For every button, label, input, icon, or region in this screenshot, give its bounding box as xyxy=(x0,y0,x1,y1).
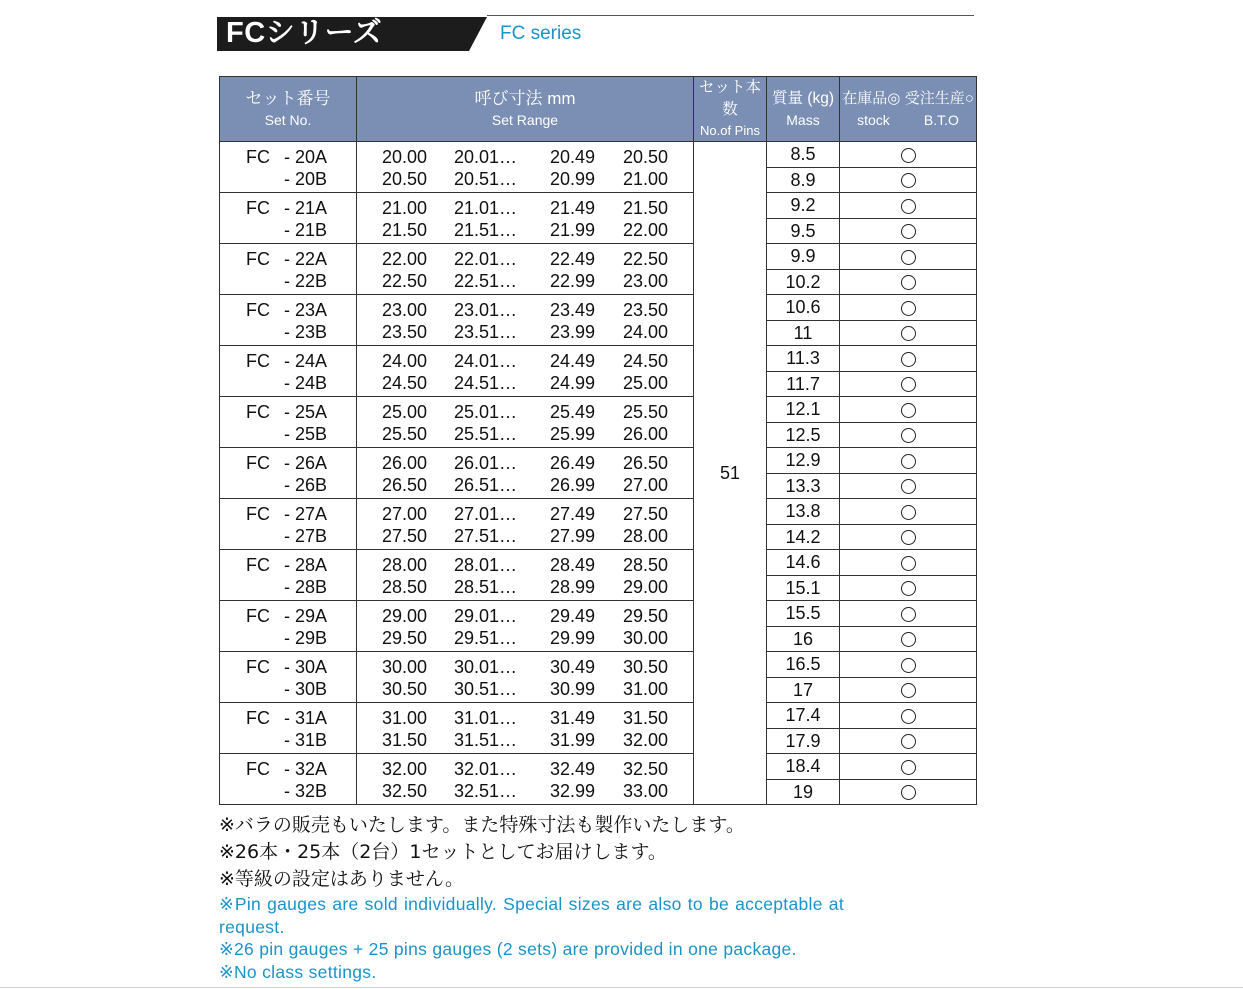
range-value: 26.00 xyxy=(623,424,669,444)
set-prefix: FC xyxy=(246,402,270,422)
set-id-b: - 20B xyxy=(284,169,328,189)
header-pins: セット本数 No.of Pins xyxy=(694,77,767,142)
range-value: 21.49 xyxy=(550,198,596,218)
set-prefix: FC xyxy=(246,453,270,473)
circle-icon xyxy=(901,658,916,673)
set-range-cell xyxy=(357,703,694,754)
set-prefix: FC xyxy=(246,555,270,575)
range-value: 26.01… xyxy=(454,453,518,473)
range-value: 33.00 xyxy=(623,781,669,801)
range-value: 25.01… xyxy=(454,402,518,422)
stock-cell xyxy=(840,652,977,678)
range-value: 23.99 xyxy=(550,322,596,342)
range-value: 25.51… xyxy=(454,424,518,444)
mass-cell: 13.3 xyxy=(767,473,840,499)
table-row xyxy=(220,703,977,729)
mass-cell: 11 xyxy=(767,320,840,346)
range-value: 21.50 xyxy=(382,220,428,240)
set-no-cell xyxy=(220,193,357,244)
range-value: 24.00 xyxy=(623,322,669,342)
mass-cell: 17.9 xyxy=(767,728,840,754)
range-value: 22.01… xyxy=(454,249,518,269)
range-value: 30.50 xyxy=(623,657,669,677)
mass-cell: 12.1 xyxy=(767,397,840,423)
set-range-cell xyxy=(357,244,694,295)
range-value: 27.01… xyxy=(454,504,518,524)
range-value: 27.00 xyxy=(623,475,669,495)
mass-cell: 14.6 xyxy=(767,550,840,576)
range-value: 29.01… xyxy=(454,606,518,626)
set-prefix: FC xyxy=(246,300,270,320)
set-range-cell xyxy=(357,652,694,703)
range-value: 22.49 xyxy=(550,249,596,269)
mass-cell: 15.5 xyxy=(767,601,840,627)
note-en-1: ※Pin gauges are sold individually. Special sizes are also to be acceptable at request. xyxy=(219,894,844,937)
range-value: 24.01… xyxy=(454,351,518,371)
set-id-b: - 31B xyxy=(284,730,328,750)
set-range-cell xyxy=(357,346,694,397)
table-row xyxy=(220,754,977,780)
stock-cell xyxy=(840,320,977,346)
range-value: 28.00 xyxy=(623,526,669,546)
set-prefix: FC xyxy=(246,147,270,167)
mass-cell: 9.5 xyxy=(767,218,840,244)
range-value: 25.49 xyxy=(550,402,596,422)
table-header-row xyxy=(220,77,977,142)
range-value: 21.99 xyxy=(550,220,596,240)
page-title: FCシリーズ xyxy=(226,17,383,49)
circle-icon xyxy=(901,709,916,724)
circle-icon xyxy=(901,326,916,341)
table-row xyxy=(220,193,977,219)
mass-cell: 13.8 xyxy=(767,499,840,525)
set-prefix: FC xyxy=(246,606,270,626)
stock-cell xyxy=(840,499,977,525)
range-value: 28.50 xyxy=(382,577,428,597)
range-value: 30.00 xyxy=(623,628,669,648)
set-id-a: - 32A xyxy=(284,759,328,779)
stock-cell xyxy=(840,142,977,168)
range-value: 24.51… xyxy=(454,373,518,393)
stock-cell xyxy=(840,728,977,754)
stock-cell xyxy=(840,269,977,295)
range-value: 26.50 xyxy=(382,475,428,495)
set-id-b: - 28B xyxy=(284,577,328,597)
range-value: 25.50 xyxy=(623,402,669,422)
table-row xyxy=(220,550,977,576)
set-id-b: - 26B xyxy=(284,475,328,495)
circle-icon xyxy=(901,250,916,265)
table-row xyxy=(220,346,977,372)
set-prefix: FC xyxy=(246,198,270,218)
range-value: 24.00 xyxy=(382,351,428,371)
set-no-cell xyxy=(220,703,357,754)
range-value: 28.49 xyxy=(550,555,596,575)
circle-icon xyxy=(901,352,916,367)
circle-icon xyxy=(901,556,916,571)
set-id-b: - 32B xyxy=(284,781,328,801)
set-id-b: - 27B xyxy=(284,526,328,546)
stock-cell xyxy=(840,550,977,576)
range-value: 22.00 xyxy=(382,249,428,269)
circle-icon xyxy=(901,224,916,239)
set-range-cell xyxy=(357,601,694,652)
set-id-b: - 24B xyxy=(284,373,328,393)
range-value: 31.51… xyxy=(454,730,518,750)
range-value: 27.99 xyxy=(550,526,596,546)
range-value: 20.50 xyxy=(623,147,669,167)
circle-icon xyxy=(901,479,916,494)
range-value: 28.00 xyxy=(382,555,428,575)
circle-icon xyxy=(901,275,916,290)
range-value: 25.99 xyxy=(550,424,596,444)
set-id-a: - 29A xyxy=(284,606,328,626)
set-no-cell xyxy=(220,142,357,193)
circle-icon xyxy=(901,505,916,520)
table-row xyxy=(220,397,977,423)
set-id-b: - 21B xyxy=(284,220,328,240)
set-id-a: - 31A xyxy=(284,708,328,728)
mass-cell: 8.9 xyxy=(767,167,840,193)
pins-cell: 51 xyxy=(694,142,767,805)
range-value: 21.00 xyxy=(623,169,669,189)
circle-icon xyxy=(901,760,916,775)
mass-cell: 17 xyxy=(767,677,840,703)
range-value: 29.00 xyxy=(623,577,669,597)
mass-cell: 9.9 xyxy=(767,244,840,270)
range-value: 29.00 xyxy=(382,606,428,626)
set-id-a: - 28A xyxy=(284,555,328,575)
note-en-2: ※26 pin gauges + 25 pins gauges (2 sets) are provided in one package. xyxy=(219,939,797,959)
range-value: 30.51… xyxy=(454,679,518,699)
range-value: 24.50 xyxy=(382,373,428,393)
circle-icon xyxy=(901,607,916,622)
stock-cell xyxy=(840,346,977,372)
set-id-a: - 23A xyxy=(284,300,328,320)
spec-table xyxy=(219,76,977,805)
circle-icon xyxy=(901,377,916,392)
circle-icon xyxy=(901,683,916,698)
title-rule xyxy=(487,15,974,16)
range-value: 24.50 xyxy=(623,351,669,371)
stock-cell xyxy=(840,626,977,652)
circle-icon xyxy=(901,199,916,214)
stock-cell xyxy=(840,779,977,805)
range-value: 24.49 xyxy=(550,351,596,371)
stock-cell xyxy=(840,371,977,397)
range-value: 29.49 xyxy=(550,606,596,626)
range-value: 27.50 xyxy=(623,504,669,524)
range-value: 28.99 xyxy=(550,577,596,597)
range-value: 25.50 xyxy=(382,424,428,444)
range-value: 23.51… xyxy=(454,322,518,342)
set-id-a: - 30A xyxy=(284,657,328,677)
range-value: 30.01… xyxy=(454,657,518,677)
range-value: 23.50 xyxy=(382,322,428,342)
range-value: 22.00 xyxy=(623,220,669,240)
header-set-range: 呼び寸法 mm Set Range xyxy=(357,77,694,142)
range-value: 23.50 xyxy=(623,300,669,320)
range-value: 30.50 xyxy=(382,679,428,699)
range-value: 30.49 xyxy=(550,657,596,677)
range-value: 25.00 xyxy=(623,373,669,393)
range-value: 32.00 xyxy=(382,759,428,779)
mass-cell: 18.4 xyxy=(767,754,840,780)
set-id-a: - 26A xyxy=(284,453,328,473)
circle-icon xyxy=(901,403,916,418)
set-id-a: - 20A xyxy=(284,147,328,167)
mass-cell: 11.7 xyxy=(767,371,840,397)
set-prefix: FC xyxy=(246,504,270,524)
set-no-cell xyxy=(220,499,357,550)
set-id-b: - 29B xyxy=(284,628,328,648)
range-value: 20.01… xyxy=(454,147,518,167)
stock-cell xyxy=(840,575,977,601)
circle-icon xyxy=(901,530,916,545)
set-no-cell xyxy=(220,601,357,652)
mass-cell: 12.9 xyxy=(767,448,840,474)
circle-icon xyxy=(901,148,916,163)
range-value: 22.51… xyxy=(454,271,518,291)
page-bottom-rule xyxy=(0,987,1243,988)
range-value: 26.49 xyxy=(550,453,596,473)
circle-icon xyxy=(901,785,916,800)
range-value: 23.01… xyxy=(454,300,518,320)
note-en-3: ※No class settings. xyxy=(219,961,377,982)
circle-icon xyxy=(901,173,916,188)
range-value: 27.49 xyxy=(550,504,596,524)
range-value: 31.99 xyxy=(550,730,596,750)
header-set-no: セット番号 Set No. xyxy=(220,77,357,142)
table-row xyxy=(220,244,977,270)
range-value: 23.49 xyxy=(550,300,596,320)
stock-cell xyxy=(840,397,977,423)
range-value: 32.99 xyxy=(550,781,596,801)
circle-icon xyxy=(901,428,916,443)
mass-cell: 16.5 xyxy=(767,652,840,678)
range-value: 24.99 xyxy=(550,373,596,393)
range-value: 21.01… xyxy=(454,198,518,218)
range-value: 20.00 xyxy=(382,147,428,167)
range-value: 22.50 xyxy=(382,271,428,291)
table-row xyxy=(220,499,977,525)
mass-cell: 16 xyxy=(767,626,840,652)
set-prefix: FC xyxy=(246,351,270,371)
mass-cell: 10.6 xyxy=(767,295,840,321)
set-range-cell xyxy=(357,193,694,244)
range-value: 23.00 xyxy=(623,271,669,291)
range-value: 22.50 xyxy=(623,249,669,269)
mass-cell: 10.2 xyxy=(767,269,840,295)
range-value: 29.50 xyxy=(382,628,428,648)
range-value: 32.50 xyxy=(623,759,669,779)
mass-cell: 17.4 xyxy=(767,703,840,729)
range-value: 20.99 xyxy=(550,169,596,189)
range-value: 29.51… xyxy=(454,628,518,648)
range-value: 26.99 xyxy=(550,475,596,495)
range-value: 21.00 xyxy=(382,198,428,218)
header-stock: 在庫品◎ 受注生産○ stock B.T.O xyxy=(840,77,977,142)
circle-icon xyxy=(901,632,916,647)
range-value: 31.00 xyxy=(623,679,669,699)
range-value: 21.50 xyxy=(623,198,669,218)
set-range-cell xyxy=(357,499,694,550)
range-value: 20.50 xyxy=(382,169,428,189)
range-value: 32.00 xyxy=(623,730,669,750)
circle-icon xyxy=(901,581,916,596)
set-range-cell xyxy=(357,142,694,193)
range-value: 32.50 xyxy=(382,781,428,801)
note-jp-2: ※26本・25本（2台）1セットとしてお届けします。 xyxy=(219,841,667,863)
set-no-cell xyxy=(220,244,357,295)
page-subtitle: FC series xyxy=(500,23,582,44)
range-value: 22.99 xyxy=(550,271,596,291)
stock-cell xyxy=(840,677,977,703)
circle-icon xyxy=(901,454,916,469)
table-row xyxy=(220,142,977,168)
note-jp-3: ※等級の設定はありません。 xyxy=(219,868,465,890)
range-value: 27.00 xyxy=(382,504,428,524)
stock-cell xyxy=(840,473,977,499)
set-id-a: - 21A xyxy=(284,198,328,218)
mass-cell: 8.5 xyxy=(767,142,840,168)
set-range-cell xyxy=(357,295,694,346)
stock-cell xyxy=(840,193,977,219)
set-range-cell xyxy=(357,397,694,448)
set-id-b: - 23B xyxy=(284,322,328,342)
set-no-cell xyxy=(220,652,357,703)
range-value: 29.99 xyxy=(550,628,596,648)
circle-icon xyxy=(901,301,916,316)
range-value: 30.00 xyxy=(382,657,428,677)
set-id-a: - 24A xyxy=(284,351,328,371)
range-value: 21.51… xyxy=(454,220,518,240)
set-no-cell xyxy=(220,550,357,601)
stock-cell xyxy=(840,524,977,550)
range-value: 31.50 xyxy=(623,708,669,728)
stock-cell xyxy=(840,601,977,627)
stock-cell xyxy=(840,295,977,321)
mass-cell: 12.5 xyxy=(767,422,840,448)
range-value: 31.00 xyxy=(382,708,428,728)
notes xyxy=(219,812,844,983)
range-value: 30.99 xyxy=(550,679,596,699)
range-value: 20.51… xyxy=(454,169,518,189)
range-value: 27.51… xyxy=(454,526,518,546)
set-no-cell xyxy=(220,346,357,397)
range-value: 26.50 xyxy=(623,453,669,473)
set-prefix: FC xyxy=(246,759,270,779)
range-value: 28.01… xyxy=(454,555,518,575)
table-row xyxy=(220,448,977,474)
stock-cell xyxy=(840,244,977,270)
set-prefix: FC xyxy=(246,708,270,728)
range-value: 32.49 xyxy=(550,759,596,779)
header-mass: 質量 (kg) Mass xyxy=(767,77,840,142)
range-value: 32.51… xyxy=(454,781,518,801)
stock-cell xyxy=(840,448,977,474)
range-value: 26.51… xyxy=(454,475,518,495)
mass-cell: 11.3 xyxy=(767,346,840,372)
mass-cell: 9.2 xyxy=(767,193,840,219)
note-jp-1: ※バラの販売もいたします。また特殊寸法も製作いたします。 xyxy=(219,814,745,836)
set-id-a: - 25A xyxy=(284,402,328,422)
table-row xyxy=(220,601,977,627)
stock-cell xyxy=(840,218,977,244)
mass-cell: 15.1 xyxy=(767,575,840,601)
set-no-cell xyxy=(220,295,357,346)
range-value: 23.00 xyxy=(382,300,428,320)
stock-cell xyxy=(840,703,977,729)
range-value: 29.50 xyxy=(623,606,669,626)
set-no-cell xyxy=(220,448,357,499)
range-value: 31.49 xyxy=(550,708,596,728)
range-value: 31.50 xyxy=(382,730,428,750)
set-no-cell xyxy=(220,397,357,448)
table-row xyxy=(220,652,977,678)
range-value: 28.50 xyxy=(623,555,669,575)
stock-cell xyxy=(840,422,977,448)
stock-cell xyxy=(840,754,977,780)
set-id-a: - 27A xyxy=(284,504,328,524)
range-value: 20.49 xyxy=(550,147,596,167)
circle-icon xyxy=(901,734,916,749)
set-prefix: FC xyxy=(246,657,270,677)
set-id-b: - 30B xyxy=(284,679,328,699)
set-range-cell xyxy=(357,448,694,499)
set-id-a: - 22A xyxy=(284,249,328,269)
set-id-b: - 25B xyxy=(284,424,328,444)
set-range-cell xyxy=(357,550,694,601)
range-value: 28.51… xyxy=(454,577,518,597)
range-value: 26.00 xyxy=(382,453,428,473)
mass-cell: 19 xyxy=(767,779,840,805)
range-value: 31.01… xyxy=(454,708,518,728)
set-id-b: - 22B xyxy=(284,271,328,291)
range-value: 32.01… xyxy=(454,759,518,779)
set-range-cell xyxy=(357,754,694,805)
table-row xyxy=(220,295,977,321)
set-no-cell xyxy=(220,754,357,805)
set-prefix: FC xyxy=(246,249,270,269)
range-value: 27.50 xyxy=(382,526,428,546)
range-value: 25.00 xyxy=(382,402,428,422)
stock-cell xyxy=(840,167,977,193)
mass-cell: 14.2 xyxy=(767,524,840,550)
